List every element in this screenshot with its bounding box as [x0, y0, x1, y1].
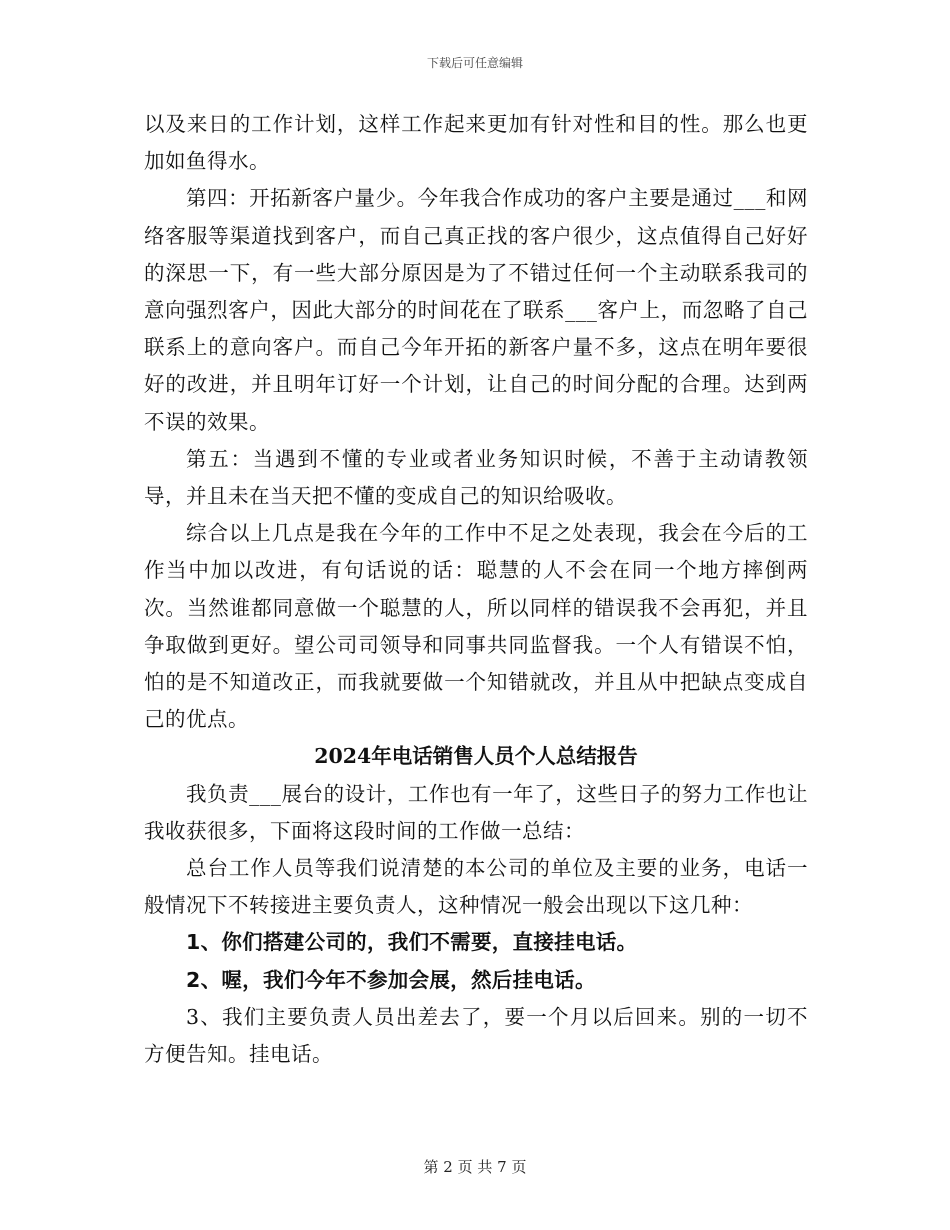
paragraph-4: 综合以上几点是我在今年的工作中不足之处表现，我会在今后的工作当中加以改进，有句话说的话：聪慧的人不会在同一个地方摔倒两次。当然谁都同意做一个聪慧的人，所以同样的错误我不会再犯，并且争取做到更好。望公司司领导和同事共同监督我。一个人有错误不怕，怕的是不知道改正，而我就要做一个知错就改，并且从中把缺点变成自己的优点。: [144, 521, 808, 732]
page-number: 第 2 页 共 7 页: [423, 1158, 527, 1176]
document-body: [144, 106, 808, 1073]
paragraph-6: 总台工作人员等我们说清楚的本公司的单位及主要的业务，电话一般情况下不转接进主要负责人，这种情况一般会出现以下这几种：: [144, 856, 808, 918]
list-item-1: 1、你们搭建公司的，我们不需要，直接挂电话。: [186, 930, 638, 955]
list-item-3: 3、我们主要负责人员出差去了，要一个月以后回来。别的一切不方便告知。挂电话。: [144, 1004, 808, 1067]
paragraph-2: 第四：开拓新客户量少。今年我合作成功的客户主要是通过___和网络客服等渠道找到客户，而自己真正找的客户很少，这点值得自己好好的深思一下，有一些大部分原因是为了不错过任何一个主动联系我司的意向强烈客户，因此大部分的时间花在了联系___客户上，而忽略了自己联系上的意向客户。而自己今年开拓的新客户量不多，这点在明年要很好的改进，并且明年订好一个计划，让自己的时间分配的合理。达到两不误的效果。: [144, 186, 808, 434]
header-note: 下载后可任意编辑: [426, 56, 523, 70]
paragraph-1: 以及来日的工作计划，这样工作起来更加有针对性和目的性。那么也更加如鱼得水。: [144, 112, 808, 174]
paragraph-3: 第五：当遇到不懂的专业或者业务知识时候，不善于主动请教领导，并且未在当天把不懂的变成自己的知识给吸收。: [144, 446, 808, 509]
list-item-2: 2、喔，我们今年不参加会展，然后挂电话。: [186, 967, 596, 992]
paragraph-5: 我负责___展台的设计，工作也有一年了，这些日子的努力工作也让我收获很多，下面将这段时间的工作做一总结：: [144, 781, 808, 843]
section-title: 2024年电话销售人员个人总结报告: [314, 744, 638, 769]
